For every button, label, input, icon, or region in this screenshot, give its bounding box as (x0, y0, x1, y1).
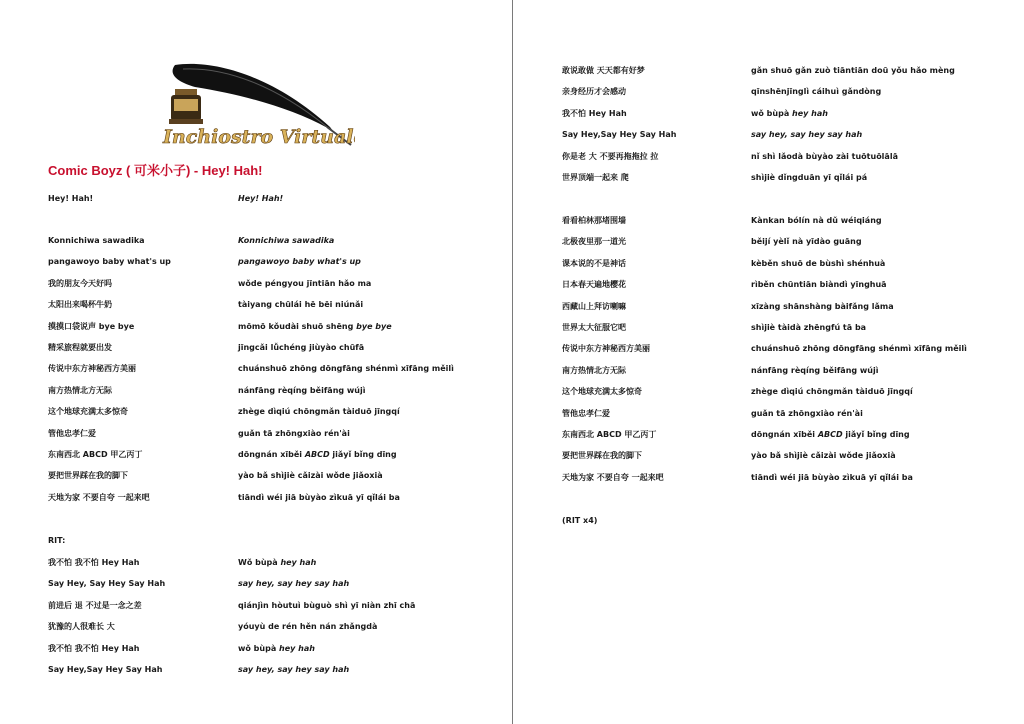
lyric-pinyin (751, 107, 828, 121)
lyric-pinyin (751, 364, 878, 378)
pinyin-text: tiāndì wéi jiā bùyào zìkuā yī qǐlái ba (238, 492, 400, 502)
pinyin-text: yào bǎ shìjiè cǎizài wǒde jiǎoxià (751, 451, 896, 461)
lyric-pinyin (238, 362, 454, 376)
lyric-pinyin (238, 341, 364, 355)
lyric-chinese: 这个地球充满太多惊奇 (562, 387, 642, 397)
lyric-chinese: 要把世界踩在我的脚下 (562, 451, 642, 461)
pinyin-text: jiǎyǐ bǐng dīng (842, 430, 910, 439)
pinyin-text: rìběn chūntiān biàndì yīnghuā (751, 280, 887, 290)
lyric-chinese: 太阳出来喝杯牛奶 (48, 300, 112, 310)
pinyin-text: tiāndì wéi jiā bùyào zìkuā yī qǐlái ba (751, 472, 913, 482)
pinyin-text: shìjiè dǐngduān yī qǐlái pá (751, 173, 868, 182)
lyric-pinyin (238, 556, 316, 570)
lyric-chinese: 亲身经历才会感动 (562, 87, 626, 97)
lyric-chinese: 前进后 退 不过是一念之差 (48, 600, 142, 610)
lyric-chinese: 世界顶端一起来 爬 (562, 173, 629, 182)
lyric-chinese: Say Hey,Say Hey Say Hah (48, 665, 163, 674)
lyric-chinese: 西藏山上拜访喇嘛 (562, 301, 626, 311)
lyric-chinese: 传说中东方神秘西方美丽 (48, 364, 136, 374)
lyric-pinyin (751, 300, 894, 314)
pinyin-text: pangawoyo baby what's up (238, 257, 361, 267)
lyric-pinyin (238, 448, 397, 462)
lyric-pinyin (238, 234, 334, 248)
pinyin-italic: ABCD (304, 450, 330, 459)
lyric-pinyin (751, 342, 967, 356)
lyric-pinyin (751, 150, 898, 164)
lyric-chinese: 看看柏林那堵围墙 (562, 216, 626, 225)
lyric-pinyin (751, 407, 863, 421)
pinyin-italic: ABCD (817, 430, 843, 439)
lyric-pinyin (238, 298, 363, 312)
lyric-chinese: 天地为家 不要自夸 一起来吧 (562, 472, 664, 482)
pinyin-text: dōngnán xīběi (238, 450, 305, 459)
pinyin-text: yào bǎ shìjiè cǎizài wǒde jiǎoxià (238, 471, 383, 481)
pinyin-text: zhège dìqiú chōngmǎn tàiduō jīngqí (238, 407, 400, 417)
lyric-chinese: 管他忠孝仁爱 (48, 428, 96, 438)
pinyin-text: nánfāng rèqíng běifāng wújì (751, 365, 879, 375)
pinyin-text: Wǒ bùpà (238, 558, 281, 567)
lyric-chinese: 我不怕 我不怕 Hey Hah (48, 643, 140, 653)
lyric-chinese: 南方热情北方无际 (48, 385, 112, 395)
pinyin-text: chuánshuō zhōng dōngfāng shénmì xīfāng měilì (751, 344, 967, 354)
pinyin-text: wǒ bùpà (751, 108, 793, 118)
lyric-chinese: 课本说的不是神话 (562, 258, 626, 268)
lyric-pinyin (751, 64, 955, 78)
lyric-chinese: 摸摸口袋说声 bye bye (48, 321, 135, 331)
pinyin-text: nánfāng rèqíng běifāng wújì (238, 385, 366, 395)
pinyin-text: Konnichiwa sawadika (238, 236, 335, 245)
lyric-pinyin (751, 428, 910, 442)
lyric-pinyin (238, 577, 349, 591)
lyric-chinese: 精采旅程就要出发 (48, 343, 112, 352)
pinyin-text: yóuyù de rén hěn nán zhǎngdà (238, 622, 378, 632)
pinyin-text: Kànkan bólín nà dǔ wéiqiáng (751, 216, 882, 225)
lyric-chinese: Say Hey, Say Hey Say Hah (48, 579, 166, 589)
lyric-chinese: 你是老 大 不要再拖拖拉 拉 (562, 151, 659, 161)
logo (155, 57, 355, 155)
lyric-chinese: 北极夜里那一道光 (562, 237, 626, 247)
pinyin-text: mōmō kǒudài shuō shēng (238, 321, 357, 331)
song-title: Comic Boyz ( 可米小子) - Hey! Hah! (48, 163, 263, 178)
lyric-chinese: 日本春天遍地樱花 (562, 280, 626, 290)
pinyin-text: xīzàng shānshàng bàifǎng lǎma (751, 301, 894, 311)
pinyin-text: shìjiè tàidà zhēngfú tā ba (751, 323, 867, 332)
lyric-pinyin (751, 471, 913, 485)
lyric-chinese: Say Hey,Say Hey Say Hah (562, 130, 677, 140)
lyric-pinyin (751, 171, 867, 185)
pinyin-text: dōngnán xīběi (751, 430, 818, 439)
lyric-chinese: 天地为家 不要自夸 一起来吧 (48, 492, 150, 502)
lyric-pinyin (751, 235, 862, 249)
lyric-chinese: 要把世界踩在我的脚下 (48, 471, 128, 481)
pinyin-text: chuánshuō zhōng dōngfāng shénmì xīfāng měilì (238, 364, 454, 374)
pinyin-text: jiǎyǐ bǐng dīng (329, 450, 397, 459)
pinyin-text: tàiyang chūlái hē bēi niúnǎi (238, 300, 364, 310)
page-divider (512, 0, 513, 724)
pinyin-text: say hey, say hey say hah (238, 665, 350, 674)
lyric-pinyin (751, 321, 866, 335)
pinyin-text: guǎn tā zhōngxiào rén'ài (751, 408, 863, 418)
lyric-chinese: 东南西北 ABCD 甲乙丙丁 (48, 450, 143, 459)
pinyin-italic: hey hah (792, 108, 828, 118)
pinyin-text: wǒ bùpà (238, 643, 280, 653)
quill-inkwell-icon (155, 57, 355, 155)
lyric-chinese: 南方热情北方无际 (562, 365, 626, 375)
pinyin-italic: hey hah (279, 643, 315, 653)
logo-text: Inchiostro Virtuale (163, 126, 355, 148)
lyric-pinyin (238, 491, 400, 505)
lyric-pinyin (751, 278, 887, 292)
lyric-chinese: 犹豫的人很难长 大 (48, 622, 115, 632)
rit-repeat-label: (RIT x4) (562, 516, 598, 525)
pinyin-text: běijí yèlǐ nà yīdào guāng (751, 237, 862, 247)
pinyin-text: guǎn tā zhōngxiào rén'ài (238, 428, 350, 438)
lyric-pinyin (238, 255, 361, 269)
lyric-pinyin (751, 214, 882, 228)
lyric-chinese: 我不怕 我不怕 Hey Hah (48, 558, 140, 567)
lyric-pinyin (751, 257, 885, 271)
lyric-pinyin (238, 192, 283, 206)
lyric-pinyin (238, 320, 392, 334)
pinyin-text: Hey! Hah! (238, 194, 284, 203)
lyric-pinyin (238, 384, 365, 398)
rit-label: RIT: (48, 536, 66, 545)
pinyin-text: qiánjìn hòutuì bùguò shì yī niàn zhī chā (238, 600, 416, 610)
lyric-chinese: pangawoyo baby what's up (48, 257, 171, 267)
lyric-chinese: 东南西北 ABCD 甲乙丙丁 (562, 430, 657, 439)
lyric-chinese: Hey! Hah! (48, 194, 94, 203)
pinyin-text: jīngcǎi lǚchéng jiùyào chūfā (238, 343, 365, 352)
pinyin-text: say hey, say hey say hah (751, 130, 863, 140)
pinyin-text: zhège dìqiú chōngmǎn tàiduō jīngqí (751, 387, 913, 397)
pinyin-italic: hey hah (280, 558, 317, 567)
lyric-chinese: 世界太大征服它吧 (562, 323, 626, 332)
lyric-pinyin (238, 277, 371, 291)
pinyin-text: nǐ shì lǎodà bùyào zài tuōtuōlālā (751, 151, 898, 161)
lyric-pinyin (238, 427, 350, 441)
lyric-pinyin (238, 620, 377, 634)
lyric-pinyin (238, 663, 349, 677)
lyric-pinyin (238, 405, 400, 419)
lyric-chinese: Konnichiwa sawadika (48, 236, 145, 245)
pinyin-text: qīnshēnjīnglì cáihuì gǎndòng (751, 87, 882, 97)
lyric-pinyin (238, 642, 315, 656)
lyric-pinyin (751, 449, 896, 463)
lyric-chinese: 管他忠孝仁爱 (562, 408, 610, 418)
lyric-chinese: 敢说敢做 天天都有好梦 (562, 66, 645, 75)
lyric-chinese: 我的朋友今天好吗 (48, 278, 112, 288)
lyric-chinese: 传说中东方神秘西方美丽 (562, 344, 650, 354)
lyric-pinyin (751, 128, 862, 142)
lyric-chinese: 我不怕 Hey Hah (562, 108, 627, 118)
lyric-pinyin (238, 599, 415, 613)
lyric-chinese: 这个地球充满太多惊奇 (48, 407, 128, 417)
pinyin-text: kèběn shuō de bùshì shénhuà (751, 258, 886, 268)
pinyin-text: wǒde péngyou jīntiān hǎo ma (238, 278, 372, 288)
lyric-pinyin (751, 85, 881, 99)
pinyin-text: gǎn shuō gǎn zuò tiāntiān doū yǒu hǎo mèng (751, 66, 955, 75)
pinyin-text: say hey, say hey say hah (238, 579, 350, 589)
pinyin-italic: bye bye (356, 321, 392, 331)
lyric-pinyin (751, 385, 913, 399)
lyric-pinyin (238, 469, 383, 483)
